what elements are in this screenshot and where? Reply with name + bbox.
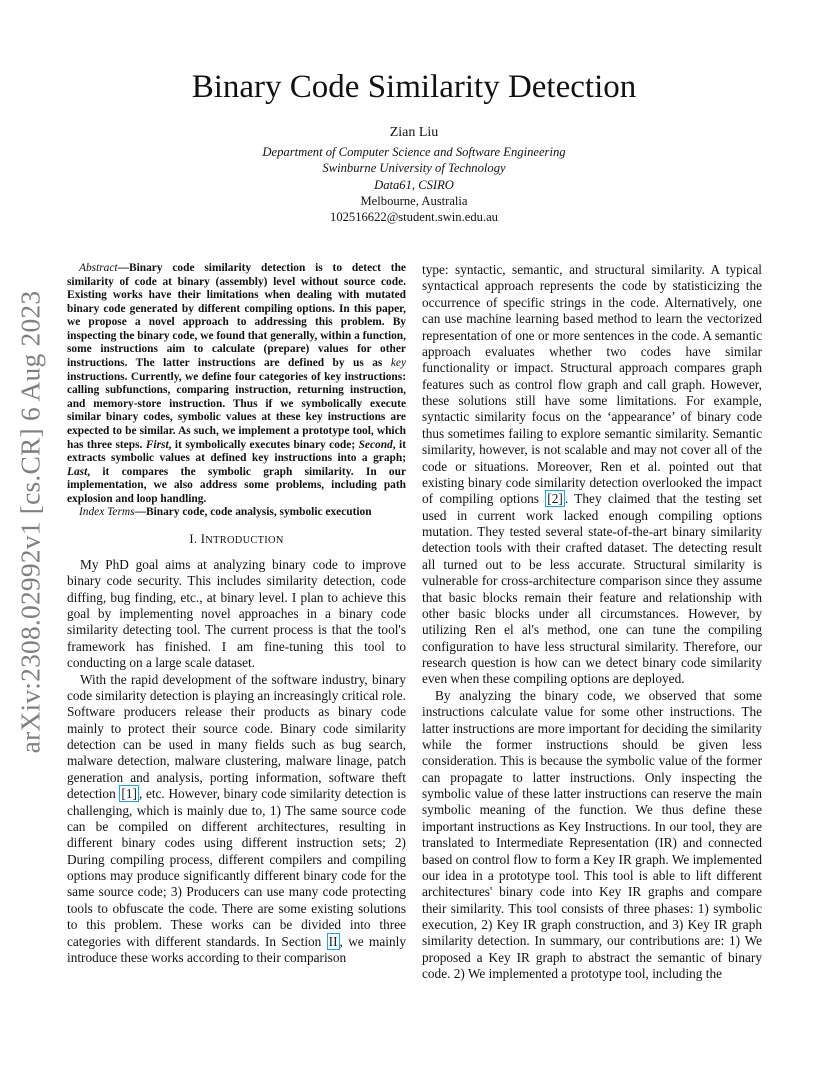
intro-paragraph-3 bbox=[422, 262, 762, 688]
intro-p2-text-c: , we mainly introduce these works according to their comparison bbox=[67, 933, 406, 965]
intro-paragraph-4: By analyzing the binary code, we observed that some instructions calculate value for some other instructions. The latter instructions are more important for deciding the similarity while the former instructions should be given less consideration. This is because the symbolic value of the former can propagate to latter instructions. Only inspecting the symbolic value of these latter instructions can reserve the main symbolic meaning of the function. We thus define these important instructions as Key Instructions. In our tool, they are translated to Intermediate Representation (IR) and connected based on control flow to form a Key IR graph. We implemented our idea in a prototype tool. This tool is able to lift different architectures' binary code into Key IR graphs and compare their similarity. This tool consists of three phases: 1) symbolic execution, 2) Key IR graph construction, and 3) Key IR graph similarity detection. In summary, our contributions are: 1) We proposed a Key IR graph to abstract the semantic of binary code. 2) We implemented a prototype tool, including the bbox=[422, 687, 762, 982]
index-terms bbox=[67, 506, 406, 520]
intro-paragraph-2 bbox=[67, 672, 406, 967]
abstract-text-3: , it symbolically executes binary code; bbox=[168, 438, 359, 451]
section-title-rest: NTRODUCTION bbox=[205, 534, 284, 546]
right-column bbox=[422, 262, 762, 983]
intro-p3-text-a: type: syntactic, semantic, and structural similarity. A typical syntactical approach represents the code by statisticizing the occurrence of specific strings in the code. Alternatively, one can use machine learning based method to learn the vectorized representation of one or more sentences in the code. A semantic approach evaluates whether two codes have similar functionality or impact. Structural approach compares graph features such as control flow graph and call graph. However, these solutions still have some limitations. For example, syntactic similarity focus on the ‘appearance’ of binary code thus sometimes failing to explore semantic similarity. Semantic similarity, however, is not scalable and may not cover all of the code or situations. Moreover, Ren et al. pointed out that existing binary code similarity detection overlooked the impact of compiling options bbox=[422, 262, 762, 507]
author-location: Melbourne, Australia bbox=[360, 193, 468, 208]
left-column bbox=[67, 262, 406, 966]
author-department: Department of Computer Science and Software Engineering bbox=[262, 145, 566, 159]
section-heading-introduction bbox=[67, 531, 406, 549]
citation-link-2[interactable]: [2] bbox=[547, 491, 563, 507]
abstract-text-2: instructions. Currently, we define four categories of key instructions: calling subfunctions, comparing instruction, returning instruction, and memory-store instruction. Thus if we symbolically execute similar binary codes, symbolic values at these key instructions are expected to be similar. As such, we implement a prototype tool, which has three steps. bbox=[67, 370, 406, 451]
author-email[interactable]: 102516622@student.swin.edu.au bbox=[330, 210, 498, 225]
index-terms-text: —Binary code, code analysis, symbolic execution bbox=[134, 506, 372, 519]
intro-paragraph-1: My PhD goal aims at analyzing binary code to improve binary code security. This includes similarity detection, code diffing, bug finding, etc., at binary level. I plan to achieve this goal by implementing novel approaches in a binary code similarity detecting tool. The current process is that the tool's framework has finished. I am fine-tuning this tool to conducting on a large scale dataset. bbox=[67, 556, 406, 671]
intro-p2-text-a: With the rapid development of the software industry, binary code similarity detection is playing an increasingly critical role. Software producers release their products as binary code mainly to protect their source code. Binary code similarity detection can be used in many fields such as bug search, malware detection, malware clustering, malware linage, patch generation and analysis, porting information, software theft detection bbox=[67, 671, 406, 802]
arxiv-identifier-stamp bbox=[8, 287, 52, 757]
abstract-first: First bbox=[145, 438, 169, 451]
author-university: Swinburne University of Technology bbox=[322, 161, 506, 176]
section-title-initial: I bbox=[200, 531, 206, 546]
paper-title: Binary Code Similarity Detection bbox=[191, 69, 637, 105]
abstract-second: Second bbox=[358, 438, 393, 451]
abstract-text-1: —Binary code similarity detection is to detect the similarity of code at binary (assembly) level without source code. Existing works have their limitations when dealing with mutated binary code generated by different compiling options. In this paper, we propose a novel approach to addressing this problem. By inspecting the binary code, we found that generally, within a function, some instructions aim to calculate (prepare) values for other instructions. The latter instructions are defined by us as bbox=[67, 262, 406, 370]
intro-p3-text-b: . They claimed that the testing set used in current work lacked enough compiling options mutation. They tested several state-of-the-art binary similarity detection tools with their crafted dataset. The detecting result all turned out to be less accurate. Structural similarity is vulnerable for cross-architecture comparison since they assume that basic blocks remain their feature and relationship with other basic blocks under all circumstances. However, by utilizing Ren el al's method, one can tune the compiling configuration to have less structural similarity. Therefore, our research question is how can we detect binary code similarity even when these compiling options are deployed. bbox=[422, 491, 762, 687]
citation-link-1[interactable]: [1] bbox=[121, 786, 137, 802]
index-terms-lead: Index Terms bbox=[79, 506, 135, 519]
section-number: I. bbox=[189, 531, 201, 546]
abstract bbox=[67, 262, 406, 506]
abstract-lead: Abstract bbox=[79, 262, 118, 274]
arxiv-identifier-text: arXiv:2308.02992v1 [cs.CR] 6 Aug 2023 bbox=[14, 290, 45, 754]
abstract-text-4: , it extracts symbolic values at defined key instructions into a graph; bbox=[67, 438, 407, 465]
abstract-text-5: , it compares the symbolic graph similarity. In our implementation, we also address some problems, including path explosion and loop handling. bbox=[67, 465, 406, 505]
intro-p2-text-b: , etc. However, binary code similarity detection is challenging, which is mainly due to, 1) The same source code can be compiled on different architectures, resulting in different binary codes using different instruction sets; 2) During compiling process, different compilers and compiling options may produce significantly different binary code for the same source code; 3) Producers can use many code protecting tools to obfuscate the code. There are some existing solutions to this problem. These works can be divided into three categories with different standards. In Section bbox=[67, 786, 406, 949]
section-link-II[interactable]: II bbox=[328, 933, 338, 949]
author-organization: Data61, CSIRO bbox=[374, 177, 454, 192]
abstract-last: Last bbox=[67, 465, 88, 478]
author-name: Zian Liu bbox=[389, 125, 439, 140]
abstract-key-term: key bbox=[390, 357, 406, 370]
